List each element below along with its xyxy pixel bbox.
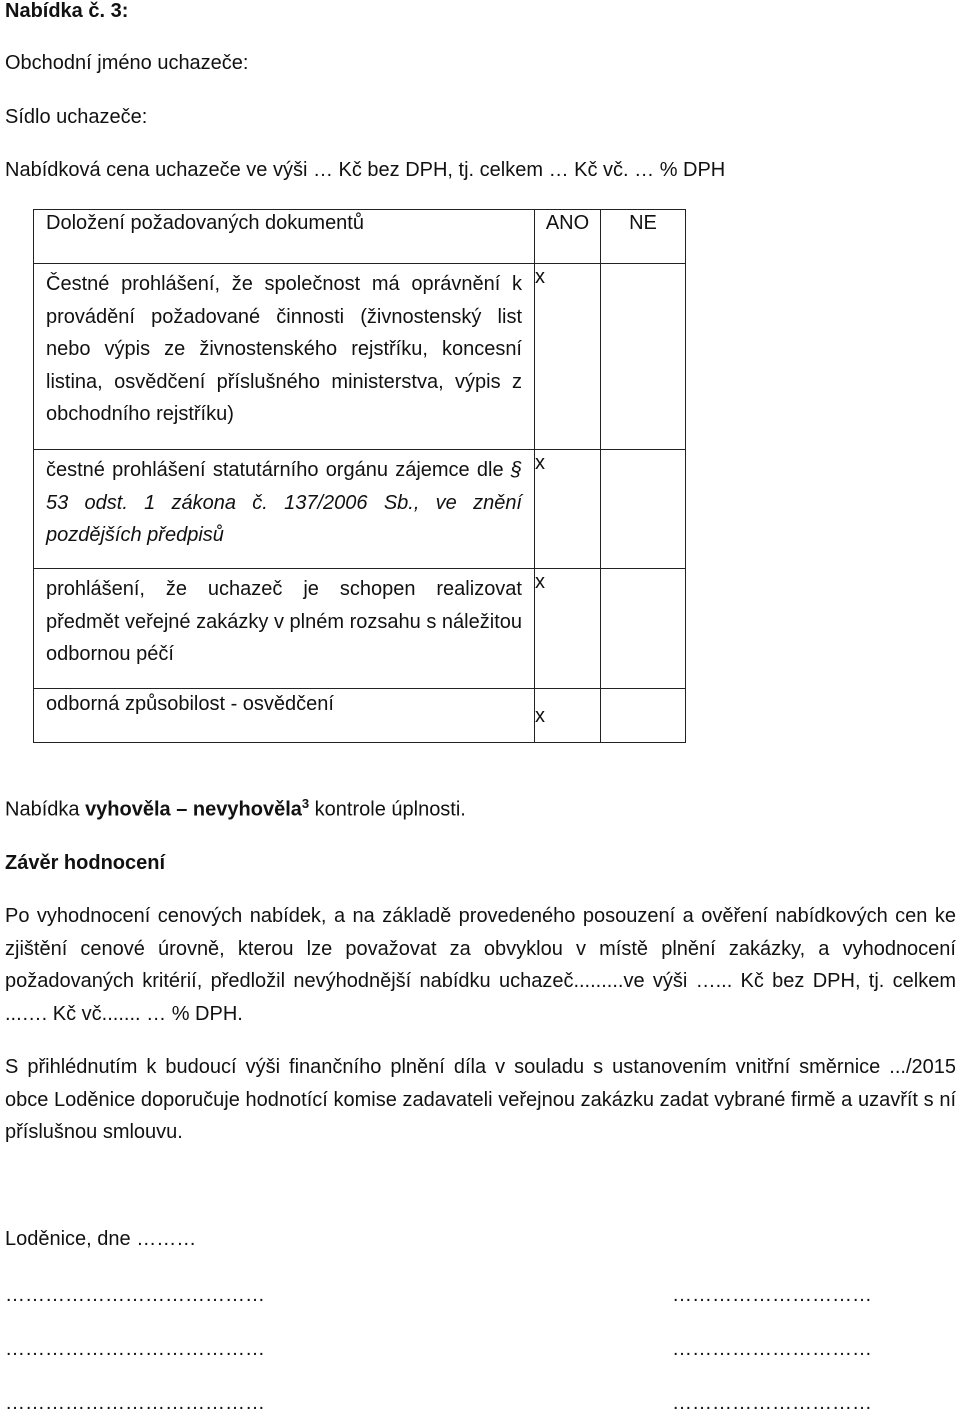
documents-table [33, 209, 686, 743]
table-row [34, 569, 686, 689]
no-mark [601, 264, 686, 450]
document-description: odborná způsobilost - osvědčení [46, 693, 334, 715]
signature-line-right: ………………………… [672, 1284, 872, 1306]
no-mark [601, 450, 686, 569]
result-prefix: Nabídka [5, 798, 86, 821]
completeness-result [5, 796, 466, 823]
offer-title: Nabídka č. 3: [5, 0, 129, 22]
table-header-row [34, 210, 686, 264]
column-header-no: NE [601, 210, 686, 264]
law-reference: § 53 odst. 1 zákona č. 137/2006 Sb. [46, 459, 522, 514]
result-dash: – [170, 798, 193, 821]
signature-line-left: ………………………………… [5, 1338, 265, 1360]
description-part-a: čestné prohlášení statutárního orgánu zájemce dle [46, 459, 511, 481]
yes-mark: x [535, 569, 601, 689]
yes-mark: x [535, 264, 601, 450]
column-header-yes: ANO [535, 210, 601, 264]
no-mark [601, 569, 686, 689]
conclusion-heading: Závěr hodnocení [5, 852, 166, 874]
result-failed: nevyhověla [192, 798, 302, 821]
signature-line-left: ………………………………… [5, 1392, 265, 1414]
yes-mark: x [535, 689, 601, 743]
result-suffix: kontrole úplnosti. [309, 798, 466, 821]
seat-label: Sídlo uchazeče: [5, 106, 148, 128]
column-header-documents: Doložení požadovaných dokumentů [34, 210, 535, 264]
signature-line-left: ………………………………… [5, 1284, 265, 1306]
company-name-label: Obchodní jméno uchazeče: [5, 52, 249, 74]
table-row [34, 264, 686, 450]
yes-mark: x [535, 450, 601, 569]
document-description: Čestné prohlášení, že společnost má oprávnění k provádění požadované činnosti (živnostenský list nebo výpis ze živnostenského rejstříku, koncesní listina, osvědčení příslušného ministerstva, výpis z obchodního rejstříku) [46, 273, 522, 425]
description-part-c: , ve znění pozdějších předpisů [46, 491, 522, 546]
conclusion-paragraph-2: S přihlédnutím k budoucí výši finančního plnění díla v souladu s ustanovením vnitřní směrnice .../2015 obce Loděnice doporučuje hodnotící komise zadavateli veřejnou zakázku zadat vybrané firmě a uzavřít s ní příslušnou smlouvu. [5, 1056, 956, 1143]
result-passed: vyhověla [85, 798, 171, 821]
conclusion-paragraph-1: Po vyhodnocení cenových nabídek, a na základě provedeného posouzení a ověření nabídkových cen ke zjištění cenové úrovně, kterou lze považovat za obvyklou v místě plnění zakázky, a vyhodnocení požadovaných kritérií, předložil nevýhodnější nabídku uchazeč.........ve výši …... Kč bez DPH, tj. celkem ...…. Kč vč....... … % DPH. [5, 905, 956, 1025]
footnote-marker: 3 [301, 796, 310, 811]
document-description [34, 450, 534, 552]
signature-line-right: ………………………… [672, 1338, 872, 1360]
table-row [34, 689, 686, 743]
document-description: prohlášení, že uchazeč je schopen realizovat předmět veřejné zakázky v plném rozsahu s náležitou odbornou péčí [46, 578, 522, 665]
signature-line-right: ………………………… [672, 1392, 872, 1414]
no-mark [601, 689, 686, 743]
price-line: Nabídková cena uchazeče ve výši … Kč bez DPH, tj. celkem … Kč vč. … % DPH [5, 159, 726, 181]
place-date-line: Loděnice, dne ……… [5, 1228, 197, 1250]
table-row [34, 450, 686, 569]
